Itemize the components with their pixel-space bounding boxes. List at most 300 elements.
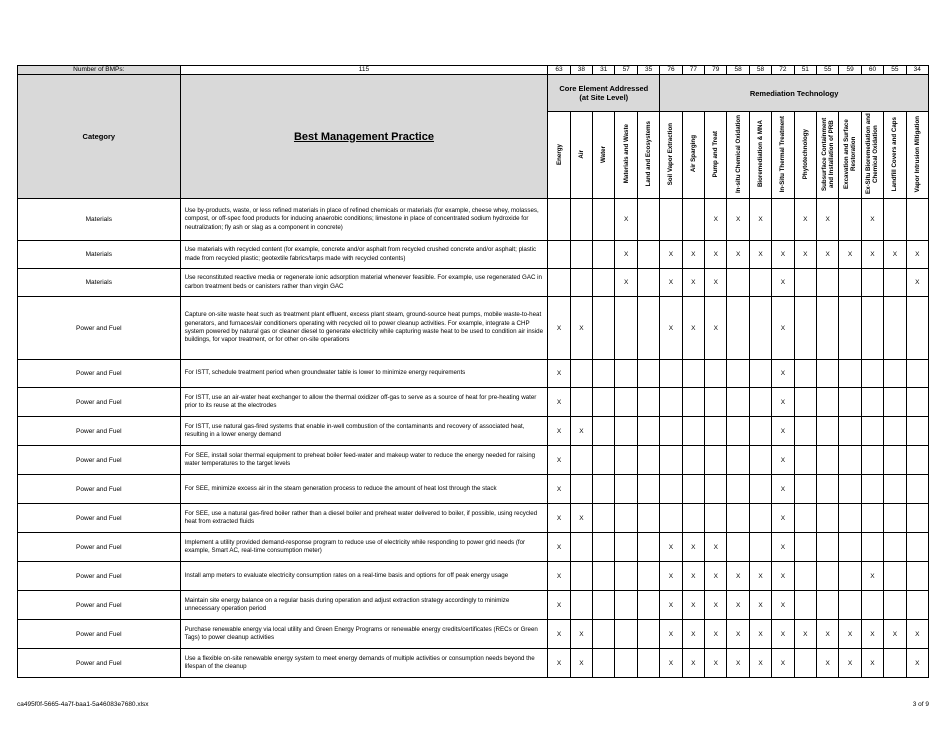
- mark-cell: X: [548, 649, 570, 678]
- mark-cell: [548, 241, 570, 269]
- column-header: [593, 112, 615, 199]
- mark-cell: X: [772, 649, 794, 678]
- mark-cell: [570, 591, 592, 620]
- mark-cell: [593, 297, 615, 360]
- mark-cell: X: [548, 504, 570, 533]
- category-header: Category: [18, 75, 181, 199]
- column-header-label: In-Situ Thermal Treatment: [779, 115, 787, 193]
- mark-cell: [839, 199, 861, 241]
- mark-cell: [637, 591, 659, 620]
- mark-cell: [749, 504, 771, 533]
- column-header-label: Vapor Intrusion Mitigation: [913, 115, 921, 193]
- mark-cell: [817, 504, 839, 533]
- category-cell: Power and Fuel: [18, 388, 181, 417]
- mark-cell: [660, 475, 682, 504]
- column-header-label: In-situ Chemical Oxidation: [734, 114, 742, 194]
- column-count: 57: [615, 66, 637, 75]
- mark-cell: X: [570, 297, 592, 360]
- mark-cell: [861, 297, 883, 360]
- category-cell: Power and Fuel: [18, 562, 181, 591]
- mark-cell: X: [839, 649, 861, 678]
- mark-cell: [749, 360, 771, 388]
- mark-cell: [727, 269, 749, 297]
- column-header: [884, 112, 906, 199]
- footer-file-name: ca495f0f-5665-4a7f-baa1-5a46083e7680.xlsx: [17, 701, 149, 708]
- mark-cell: X: [570, 649, 592, 678]
- bmp-cell: For SEE, minimize excess air in the steam generation process to reduce the amount of heat lost through the stack: [180, 475, 548, 504]
- category-cell: Materials: [18, 241, 181, 269]
- mark-cell: X: [705, 199, 727, 241]
- mark-cell: [794, 297, 816, 360]
- bmp-cell: For ISTT, use an air-water heat exchanger to allow the thermal oxidizer off-gas to serve as a source of heat for pre-heating water prior to its reuse at the electrodes: [180, 388, 548, 417]
- mark-cell: X: [570, 620, 592, 649]
- mark-cell: X: [682, 591, 704, 620]
- mark-cell: [839, 360, 861, 388]
- column-header-label: Bioremediation & MNA: [757, 120, 765, 188]
- mark-cell: X: [794, 620, 816, 649]
- column-header-label: Energy: [555, 143, 563, 165]
- mark-cell: [884, 504, 906, 533]
- mark-cell: X: [615, 269, 637, 297]
- mark-cell: [794, 475, 816, 504]
- mark-cell: [637, 620, 659, 649]
- mark-cell: [884, 417, 906, 446]
- mark-cell: [794, 562, 816, 591]
- bmp-cell: Purchase renewable energy via local utility and Green Energy Programs or renewable energy credits/certificates (RECs or Green Tags) to power cleanup activities: [180, 620, 548, 649]
- mark-cell: [817, 297, 839, 360]
- column-header-label: Excavation and Surface Restoration: [843, 119, 858, 189]
- column-header: [839, 112, 861, 199]
- mark-cell: X: [548, 360, 570, 388]
- bmp-count-row: [18, 66, 929, 75]
- mark-cell: X: [705, 297, 727, 360]
- bmp-cell: For SEE, use a natural gas-fired boiler rather than a diesel boiler and preheat water delivered to boiler, if possible, using recycled heat from extracted fluids: [180, 504, 548, 533]
- mark-cell: [705, 388, 727, 417]
- table-row: [18, 241, 929, 269]
- mark-cell: X: [705, 533, 727, 562]
- column-header: [861, 112, 883, 199]
- mark-cell: X: [682, 241, 704, 269]
- column-count: 59: [839, 66, 861, 75]
- mark-cell: [861, 504, 883, 533]
- mark-cell: [727, 360, 749, 388]
- mark-cell: [817, 388, 839, 417]
- mark-cell: [906, 562, 928, 591]
- column-count: 51: [794, 66, 816, 75]
- category-cell: Materials: [18, 199, 181, 241]
- bmp-cell: Maintain site energy balance on a regular basis during operation and adjust extraction strategy accordingly to minimize unnecessary operation period: [180, 591, 548, 620]
- mark-cell: [749, 417, 771, 446]
- mark-cell: [884, 475, 906, 504]
- mark-cell: [682, 504, 704, 533]
- mark-cell: [637, 297, 659, 360]
- column-header: [682, 112, 704, 199]
- table-row: [18, 591, 929, 620]
- mark-cell: X: [861, 562, 883, 591]
- mark-cell: X: [749, 241, 771, 269]
- mark-cell: [570, 446, 592, 475]
- mark-cell: [839, 475, 861, 504]
- column-count: 63: [548, 66, 570, 75]
- mark-cell: [637, 649, 659, 678]
- mark-cell: [615, 591, 637, 620]
- mark-cell: X: [682, 620, 704, 649]
- mark-cell: X: [682, 297, 704, 360]
- mark-cell: [749, 446, 771, 475]
- mark-cell: X: [906, 620, 928, 649]
- mark-cell: X: [772, 446, 794, 475]
- mark-cell: [861, 388, 883, 417]
- column-count: 79: [705, 66, 727, 75]
- mark-cell: [861, 533, 883, 562]
- mark-cell: [906, 199, 928, 241]
- column-header-label: Pump and Treat: [712, 130, 720, 178]
- mark-cell: [794, 388, 816, 417]
- mark-cell: [839, 504, 861, 533]
- bmp-cell: Use a flexible on-site renewable energy system to meet energy demands of multiple activities or consumption needs beyond the lifespan of the cleanup: [180, 649, 548, 678]
- mark-cell: X: [660, 562, 682, 591]
- mark-cell: [794, 504, 816, 533]
- category-cell: Power and Fuel: [18, 446, 181, 475]
- column-count: 58: [727, 66, 749, 75]
- category-cell: Power and Fuel: [18, 591, 181, 620]
- footer-page-number: 3 of 9: [912, 701, 929, 708]
- mark-cell: [637, 417, 659, 446]
- mark-cell: X: [682, 649, 704, 678]
- mark-cell: X: [749, 620, 771, 649]
- bmp-cell: Install amp meters to evaluate electricity consumption rates on a real-time basis and options for off peak energy usage: [180, 562, 548, 591]
- mark-cell: X: [772, 241, 794, 269]
- mark-cell: X: [727, 649, 749, 678]
- mark-cell: X: [817, 241, 839, 269]
- mark-cell: [817, 360, 839, 388]
- mark-cell: X: [794, 241, 816, 269]
- mark-cell: [817, 562, 839, 591]
- category-cell: Power and Fuel: [18, 417, 181, 446]
- mark-cell: [906, 360, 928, 388]
- mark-cell: [839, 533, 861, 562]
- mark-cell: [637, 269, 659, 297]
- table-row: [18, 446, 929, 475]
- mark-cell: [682, 417, 704, 446]
- mark-cell: X: [615, 241, 637, 269]
- mark-cell: [615, 360, 637, 388]
- mark-cell: [682, 475, 704, 504]
- mark-cell: X: [772, 417, 794, 446]
- mark-cell: X: [705, 591, 727, 620]
- mark-cell: X: [727, 199, 749, 241]
- mark-cell: [727, 446, 749, 475]
- mark-cell: [884, 446, 906, 475]
- category-cell: Materials: [18, 269, 181, 297]
- mark-cell: X: [548, 591, 570, 620]
- column-header-label: Air Sparging: [689, 135, 697, 173]
- mark-cell: [906, 591, 928, 620]
- mark-cell: X: [660, 241, 682, 269]
- column-header-label: Phytotechnology: [801, 128, 809, 180]
- mark-cell: [682, 446, 704, 475]
- column-header: [772, 112, 794, 199]
- mark-cell: [884, 269, 906, 297]
- mark-cell: X: [682, 533, 704, 562]
- mark-cell: [660, 504, 682, 533]
- mark-cell: [839, 417, 861, 446]
- mark-cell: [593, 591, 615, 620]
- mark-cell: [839, 446, 861, 475]
- mark-cell: [593, 504, 615, 533]
- mark-cell: [906, 533, 928, 562]
- mark-cell: X: [906, 269, 928, 297]
- table-row: [18, 620, 929, 649]
- mark-cell: [593, 417, 615, 446]
- table-row: [18, 562, 929, 591]
- mark-cell: [682, 199, 704, 241]
- mark-cell: [794, 533, 816, 562]
- column-header: [548, 112, 570, 199]
- mark-cell: X: [749, 591, 771, 620]
- mark-cell: [906, 297, 928, 360]
- mark-cell: X: [727, 562, 749, 591]
- mark-cell: [861, 591, 883, 620]
- column-count: 38: [570, 66, 592, 75]
- mark-cell: [727, 504, 749, 533]
- mark-cell: [839, 591, 861, 620]
- mark-cell: [861, 475, 883, 504]
- mark-cell: [794, 360, 816, 388]
- bmp-header: Best Management Practice: [180, 75, 548, 199]
- mark-cell: X: [682, 562, 704, 591]
- mark-cell: [570, 533, 592, 562]
- mark-cell: [615, 533, 637, 562]
- column-header: [817, 112, 839, 199]
- mark-cell: [861, 446, 883, 475]
- mark-cell: X: [772, 533, 794, 562]
- mark-cell: X: [772, 297, 794, 360]
- category-cell: Power and Fuel: [18, 297, 181, 360]
- mark-cell: [682, 360, 704, 388]
- mark-cell: X: [772, 591, 794, 620]
- mark-cell: [749, 297, 771, 360]
- column-count: 34: [906, 66, 928, 75]
- remediation-technology-header: Remediation Technology: [660, 75, 929, 112]
- mark-cell: [794, 591, 816, 620]
- mark-cell: [593, 269, 615, 297]
- bmp-table: [17, 65, 929, 678]
- mark-cell: X: [839, 620, 861, 649]
- mark-cell: [593, 360, 615, 388]
- column-header: [794, 112, 816, 199]
- mark-cell: [884, 562, 906, 591]
- mark-cell: [906, 475, 928, 504]
- mark-cell: X: [749, 199, 771, 241]
- mark-cell: X: [727, 591, 749, 620]
- mark-cell: [548, 269, 570, 297]
- column-count: 72: [772, 66, 794, 75]
- mark-cell: [749, 388, 771, 417]
- mark-cell: [637, 446, 659, 475]
- mark-cell: [794, 446, 816, 475]
- mark-cell: [570, 360, 592, 388]
- column-count: 31: [593, 66, 615, 75]
- category-cell: Power and Fuel: [18, 533, 181, 562]
- mark-cell: X: [548, 297, 570, 360]
- mark-cell: [839, 269, 861, 297]
- mark-cell: [705, 360, 727, 388]
- mark-cell: [660, 360, 682, 388]
- mark-cell: X: [660, 620, 682, 649]
- num-bmps-total: 115: [180, 66, 548, 75]
- column-count: 60: [861, 66, 883, 75]
- mark-cell: [570, 269, 592, 297]
- group-header-row: [18, 75, 929, 112]
- core-element-header: Core Element Addressed (at Site Level): [548, 75, 660, 112]
- column-header-label: Ex-Situ Bioremediation and Chemical Oxidation: [865, 113, 880, 195]
- mark-cell: X: [772, 475, 794, 504]
- mark-cell: X: [682, 269, 704, 297]
- mark-cell: [593, 562, 615, 591]
- bmp-cell: Use materials with recycled content (for example, concrete and/or asphalt from recycled crushed concrete and/or asphalt; plastic made from recycled plastic; geotextile fabrics/tarps made with recycled contents): [180, 241, 548, 269]
- mark-cell: [817, 533, 839, 562]
- mark-cell: [615, 388, 637, 417]
- category-cell: Power and Fuel: [18, 475, 181, 504]
- mark-cell: [884, 297, 906, 360]
- column-header: [705, 112, 727, 199]
- mark-cell: [727, 533, 749, 562]
- mark-cell: [749, 269, 771, 297]
- column-count: 55: [817, 66, 839, 75]
- mark-cell: X: [861, 199, 883, 241]
- mark-cell: X: [705, 269, 727, 297]
- mark-cell: [615, 417, 637, 446]
- mark-cell: [861, 269, 883, 297]
- mark-cell: [593, 475, 615, 504]
- bmp-cell: For SEE, install solar thermal equipment to preheat boiler feed-water and makeup water to reduce the energy needed for raising water temperatures to the target levels: [180, 446, 548, 475]
- mark-cell: X: [615, 199, 637, 241]
- mark-cell: X: [906, 241, 928, 269]
- mark-cell: [570, 562, 592, 591]
- mark-cell: [705, 475, 727, 504]
- mark-cell: [682, 388, 704, 417]
- column-header: [749, 112, 771, 199]
- mark-cell: [637, 360, 659, 388]
- column-header: [570, 112, 592, 199]
- column-header-label: Air: [577, 149, 585, 159]
- column-count: 35: [637, 66, 659, 75]
- mark-cell: [637, 475, 659, 504]
- column-count: 55: [884, 66, 906, 75]
- bmp-cell: Implement a utility provided demand-response program to reduce use of electricity while responding to power grid needs (for example, Smart AC, real-time consumption meter): [180, 533, 548, 562]
- mark-cell: [660, 446, 682, 475]
- column-count: 77: [682, 66, 704, 75]
- mark-cell: [817, 269, 839, 297]
- mark-cell: X: [817, 649, 839, 678]
- mark-cell: X: [705, 620, 727, 649]
- mark-cell: [884, 360, 906, 388]
- mark-cell: [906, 446, 928, 475]
- column-count: 58: [749, 66, 771, 75]
- column-header: [660, 112, 682, 199]
- mark-cell: [637, 388, 659, 417]
- mark-cell: X: [548, 533, 570, 562]
- mark-cell: [727, 417, 749, 446]
- mark-cell: X: [660, 297, 682, 360]
- mark-cell: [817, 417, 839, 446]
- mark-cell: [884, 388, 906, 417]
- mark-cell: [884, 591, 906, 620]
- table-row: [18, 649, 929, 678]
- mark-cell: [615, 562, 637, 591]
- mark-cell: X: [548, 475, 570, 504]
- table-row: [18, 388, 929, 417]
- table-row: [18, 269, 929, 297]
- mark-cell: X: [548, 417, 570, 446]
- mark-cell: [839, 562, 861, 591]
- mark-cell: [705, 504, 727, 533]
- mark-cell: [593, 388, 615, 417]
- mark-cell: X: [727, 620, 749, 649]
- mark-cell: [615, 620, 637, 649]
- column-header-label: Subsurface Containment and Installation of PRB: [820, 117, 835, 191]
- mark-cell: X: [749, 562, 771, 591]
- mark-cell: [884, 199, 906, 241]
- column-header-label: Soil Vapor Extraction: [667, 122, 675, 186]
- mark-cell: [839, 297, 861, 360]
- table-row: [18, 360, 929, 388]
- mark-cell: X: [570, 417, 592, 446]
- bmp-cell: Capture on-site waste heat such as treatment plant effluent, excess plant steam, ground-source heat pumps, mobile waste-to-heat generators, and furnaces/air conditioners operating with recycled oil to power cleanup activities. For example, integrate a CHP system powered by natural gas or cleaner diesel to generate electricity while capturing waste heat to be used to condition air inside buildings, for vapor treatment, or for other on-site operations: [180, 297, 548, 360]
- mark-cell: [660, 417, 682, 446]
- mark-cell: X: [772, 269, 794, 297]
- mark-cell: [727, 475, 749, 504]
- mark-cell: [570, 199, 592, 241]
- mark-cell: X: [548, 562, 570, 591]
- mark-cell: [593, 446, 615, 475]
- mark-cell: X: [660, 533, 682, 562]
- mark-cell: [705, 446, 727, 475]
- table-row: [18, 297, 929, 360]
- column-header: [615, 112, 637, 199]
- mark-cell: [593, 649, 615, 678]
- mark-cell: X: [772, 562, 794, 591]
- mark-cell: X: [705, 241, 727, 269]
- mark-cell: X: [772, 504, 794, 533]
- mark-cell: [794, 269, 816, 297]
- mark-cell: X: [660, 591, 682, 620]
- mark-cell: [727, 388, 749, 417]
- mark-cell: X: [884, 620, 906, 649]
- mark-cell: [906, 504, 928, 533]
- mark-cell: X: [817, 199, 839, 241]
- mark-cell: [615, 297, 637, 360]
- mark-cell: [615, 504, 637, 533]
- mark-cell: [817, 591, 839, 620]
- column-header-label: Water: [600, 145, 608, 163]
- mark-cell: X: [861, 620, 883, 649]
- mark-cell: [660, 199, 682, 241]
- table-row: [18, 417, 929, 446]
- mark-cell: [660, 388, 682, 417]
- mark-cell: [570, 241, 592, 269]
- num-bmps-label: Number of BMPs:: [18, 66, 181, 75]
- mark-cell: [615, 649, 637, 678]
- mark-cell: [593, 199, 615, 241]
- mark-cell: [570, 475, 592, 504]
- bmp-cell: For ISTT, schedule treatment period when groundwater table is lower to minimize energy requirements: [180, 360, 548, 388]
- mark-cell: X: [794, 199, 816, 241]
- mark-cell: [861, 360, 883, 388]
- table-row: [18, 504, 929, 533]
- category-cell: Power and Fuel: [18, 504, 181, 533]
